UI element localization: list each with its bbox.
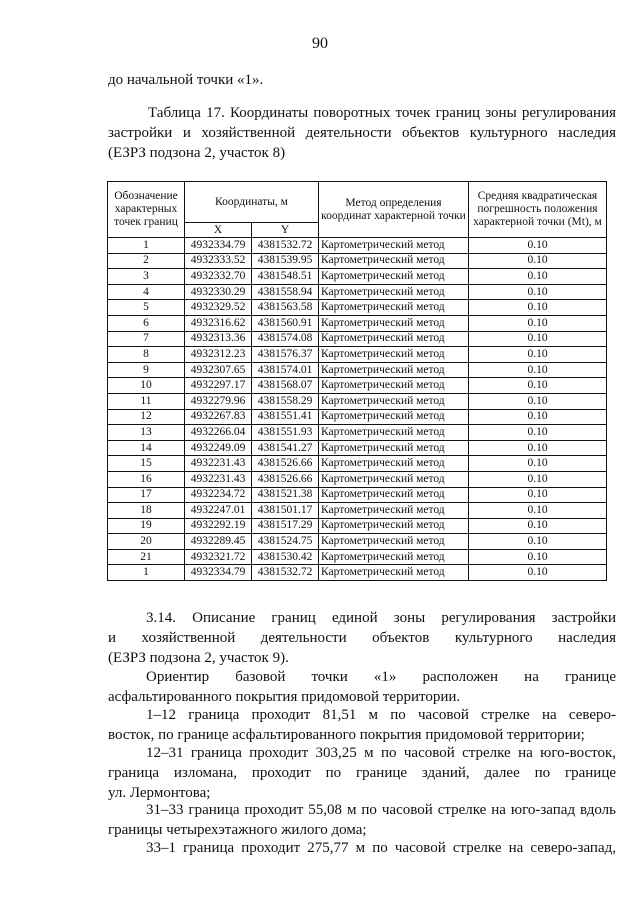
coord-x-cell: 4932316.62 bbox=[185, 315, 252, 331]
point-number-cell: 18 bbox=[108, 503, 185, 519]
paragraph-line: (ЕЗРЗ подзона 2, участок 9). bbox=[108, 650, 289, 666]
table-row bbox=[108, 238, 607, 254]
table-row bbox=[108, 393, 607, 409]
table-row bbox=[108, 440, 607, 456]
header-y: Y bbox=[252, 223, 319, 238]
error-cell: 0.10 bbox=[469, 253, 607, 269]
coord-x-cell: 4932334.79 bbox=[185, 565, 252, 581]
coordinates-table-body bbox=[108, 238, 607, 581]
paragraph-segment-12-31 bbox=[108, 743, 616, 803]
method-cell: Картометрический метод bbox=[319, 534, 469, 550]
paragraph-segment-1-12 bbox=[108, 705, 616, 745]
paragraph-line: Ориентир базовой точки «1» расположен на границе bbox=[146, 669, 616, 685]
table-row bbox=[108, 565, 607, 581]
error-cell: 0.10 bbox=[469, 393, 607, 409]
header-x: X bbox=[185, 223, 252, 238]
error-cell: 0.10 bbox=[469, 534, 607, 550]
method-cell: Картометрический метод bbox=[319, 565, 469, 581]
table-row bbox=[108, 253, 607, 269]
header-error: Средняя квадратическая погрешность положения характерной точки (Mt), м bbox=[469, 182, 607, 238]
paragraph-segment-31-33 bbox=[108, 800, 616, 840]
coord-y-cell: 4381532.72 bbox=[252, 238, 319, 254]
method-cell: Картометрический метод bbox=[319, 300, 469, 316]
coord-y-cell: 4381524.75 bbox=[252, 534, 319, 550]
caption-line: застройки и хозяйственной деятельности объектов культурного наследия bbox=[108, 125, 616, 141]
coord-x-cell: 4932292.19 bbox=[185, 518, 252, 534]
coord-x-cell: 4932267.83 bbox=[185, 409, 252, 425]
coord-x-cell: 4932279.96 bbox=[185, 393, 252, 409]
error-cell: 0.10 bbox=[469, 362, 607, 378]
caption-line: Таблица 17. Координаты поворотных точек границ зоны регулирования bbox=[148, 105, 616, 121]
error-cell: 0.10 bbox=[469, 409, 607, 425]
error-cell: 0.10 bbox=[469, 347, 607, 363]
table-row bbox=[108, 549, 607, 565]
table-row bbox=[108, 347, 607, 363]
point-number-cell: 4 bbox=[108, 284, 185, 300]
coord-y-cell: 4381532.72 bbox=[252, 565, 319, 581]
paragraph-line: 3.14. Описание границ единой зоны регулирования застройки bbox=[146, 610, 616, 626]
coord-y-cell: 4381526.66 bbox=[252, 456, 319, 472]
coord-x-cell: 4932321.72 bbox=[185, 549, 252, 565]
table-row bbox=[108, 471, 607, 487]
table-row bbox=[108, 456, 607, 472]
method-cell: Картометрический метод bbox=[319, 284, 469, 300]
paragraph-line: ул. Лермонтова; bbox=[108, 785, 211, 801]
point-number-cell: 8 bbox=[108, 347, 185, 363]
coord-x-cell: 4932333.52 bbox=[185, 253, 252, 269]
point-number-cell: 3 bbox=[108, 269, 185, 285]
table-row bbox=[108, 534, 607, 550]
point-number-cell: 9 bbox=[108, 362, 185, 378]
method-cell: Картометрический метод bbox=[319, 549, 469, 565]
paragraph-line: асфальтированного покрытия придомовой территории. bbox=[108, 689, 461, 705]
coord-y-cell: 4381574.01 bbox=[252, 362, 319, 378]
error-cell: 0.10 bbox=[469, 565, 607, 581]
method-cell: Картометрический метод bbox=[319, 238, 469, 254]
table-row bbox=[108, 487, 607, 503]
paragraph-line: граница изломана, проходит по границе зданий, далее по границе bbox=[108, 765, 616, 781]
coord-y-cell: 4381526.66 bbox=[252, 471, 319, 487]
table-row bbox=[108, 409, 607, 425]
method-cell: Картометрический метод bbox=[319, 269, 469, 285]
coord-x-cell: 4932313.36 bbox=[185, 331, 252, 347]
method-cell: Картометрический метод bbox=[319, 393, 469, 409]
error-cell: 0.10 bbox=[469, 315, 607, 331]
coord-y-cell: 4381517.29 bbox=[252, 518, 319, 534]
error-cell: 0.10 bbox=[469, 284, 607, 300]
table-row bbox=[108, 503, 607, 519]
error-cell: 0.10 bbox=[469, 269, 607, 285]
method-cell: Картометрический метод bbox=[319, 518, 469, 534]
error-cell: 0.10 bbox=[469, 378, 607, 394]
point-number-cell: 13 bbox=[108, 425, 185, 441]
method-cell: Картометрический метод bbox=[319, 362, 469, 378]
table-row bbox=[108, 378, 607, 394]
paragraph-line: 31–33 граница проходит 55,08 м по часовой стрелке на юго-запад вдоль bbox=[146, 802, 616, 818]
coord-y-cell: 4381568.07 bbox=[252, 378, 319, 394]
method-cell: Картометрический метод bbox=[319, 331, 469, 347]
paragraph-segment-33-1 bbox=[108, 838, 616, 858]
paragraph-line: восток, по границе асфальтированного покрытия придомовой территории; bbox=[108, 727, 585, 743]
coord-x-cell: 4932330.29 bbox=[185, 284, 252, 300]
point-number-cell: 10 bbox=[108, 378, 185, 394]
coord-x-cell: 4932334.79 bbox=[185, 238, 252, 254]
coord-y-cell: 4381539.95 bbox=[252, 253, 319, 269]
coord-y-cell: 4381541.27 bbox=[252, 440, 319, 456]
point-number-cell: 14 bbox=[108, 440, 185, 456]
point-number-cell: 2 bbox=[108, 253, 185, 269]
coord-x-cell: 4932249.09 bbox=[185, 440, 252, 456]
coord-y-cell: 4381563.58 bbox=[252, 300, 319, 316]
point-number-cell: 11 bbox=[108, 393, 185, 409]
point-number-cell: 20 bbox=[108, 534, 185, 550]
method-cell: Картометрический метод bbox=[319, 456, 469, 472]
point-number-cell: 15 bbox=[108, 456, 185, 472]
table-row bbox=[108, 315, 607, 331]
error-cell: 0.10 bbox=[469, 518, 607, 534]
section-heading bbox=[108, 608, 616, 668]
error-cell: 0.10 bbox=[469, 238, 607, 254]
coord-x-cell: 4932332.70 bbox=[185, 269, 252, 285]
point-number-cell: 17 bbox=[108, 487, 185, 503]
coord-x-cell: 4932231.43 bbox=[185, 471, 252, 487]
table-caption bbox=[108, 103, 616, 163]
coord-y-cell: 4381574.08 bbox=[252, 331, 319, 347]
point-number-cell: 16 bbox=[108, 471, 185, 487]
paragraph-orientir bbox=[108, 667, 616, 707]
error-cell: 0.10 bbox=[469, 456, 607, 472]
table-row bbox=[108, 300, 607, 316]
header-coords: Координаты, м bbox=[185, 182, 319, 223]
coord-x-cell: 4932289.45 bbox=[185, 534, 252, 550]
coord-x-cell: 4932329.52 bbox=[185, 300, 252, 316]
coord-y-cell: 4381558.94 bbox=[252, 284, 319, 300]
page-number: 90 bbox=[312, 35, 328, 52]
method-cell: Картометрический метод bbox=[319, 378, 469, 394]
point-number-cell: 21 bbox=[108, 549, 185, 565]
table-row bbox=[108, 425, 607, 441]
paragraph-line: 12–31 граница проходит 303,25 м по часовой стрелке на юго-восток, bbox=[146, 745, 616, 761]
coordinates-table bbox=[107, 181, 607, 581]
method-cell: Картометрический метод bbox=[319, 503, 469, 519]
coord-y-cell: 4381501.17 bbox=[252, 503, 319, 519]
coord-x-cell: 4932307.65 bbox=[185, 362, 252, 378]
paragraph-line: и хозяйственной деятельности объектов культурного наследия bbox=[108, 630, 616, 646]
method-cell: Картометрический метод bbox=[319, 409, 469, 425]
table-row bbox=[108, 362, 607, 378]
method-cell: Картометрический метод bbox=[319, 471, 469, 487]
error-cell: 0.10 bbox=[469, 331, 607, 347]
header-point: Обозначение характерных точек границ bbox=[108, 182, 185, 238]
error-cell: 0.10 bbox=[469, 487, 607, 503]
error-cell: 0.10 bbox=[469, 503, 607, 519]
coord-y-cell: 4381558.29 bbox=[252, 393, 319, 409]
table-row bbox=[108, 518, 607, 534]
paragraph-line: 1–12 граница проходит 81,51 м по часовой стрелке на северо- bbox=[146, 707, 616, 723]
paragraph-line: границы четырехэтажного жилого дома; bbox=[108, 822, 367, 838]
coord-x-cell: 4932266.04 bbox=[185, 425, 252, 441]
coord-x-cell: 4932234.72 bbox=[185, 487, 252, 503]
table-row bbox=[108, 269, 607, 285]
paragraph-line: 33–1 граница проходит 275,77 м по часовой стрелке на северо-запад, bbox=[146, 840, 616, 856]
coord-y-cell: 4381551.93 bbox=[252, 425, 319, 441]
point-number-cell: 1 bbox=[108, 565, 185, 581]
coord-y-cell: 4381530.42 bbox=[252, 549, 319, 565]
error-cell: 0.10 bbox=[469, 471, 607, 487]
error-cell: 0.10 bbox=[469, 549, 607, 565]
error-cell: 0.10 bbox=[469, 300, 607, 316]
point-number-cell: 5 bbox=[108, 300, 185, 316]
coord-y-cell: 4381576.37 bbox=[252, 347, 319, 363]
coord-y-cell: 4381521.38 bbox=[252, 487, 319, 503]
method-cell: Картометрический метод bbox=[319, 347, 469, 363]
method-cell: Картометрический метод bbox=[319, 425, 469, 441]
method-cell: Картометрический метод bbox=[319, 253, 469, 269]
coord-x-cell: 4932297.17 bbox=[185, 378, 252, 394]
coord-x-cell: 4932247.01 bbox=[185, 503, 252, 519]
table-row bbox=[108, 284, 607, 300]
point-number-cell: 6 bbox=[108, 315, 185, 331]
header-method: Метод определения координат характерной точки bbox=[319, 182, 469, 238]
table-row bbox=[108, 331, 607, 347]
coord-y-cell: 4381548.51 bbox=[252, 269, 319, 285]
error-cell: 0.10 bbox=[469, 440, 607, 456]
point-number-cell: 12 bbox=[108, 409, 185, 425]
intro-line: до начальной точки «1». bbox=[108, 72, 264, 88]
point-number-cell: 1 bbox=[108, 238, 185, 254]
caption-line: (ЕЗРЗ подзона 2, участок 8) bbox=[108, 145, 286, 161]
coord-y-cell: 4381560.91 bbox=[252, 315, 319, 331]
method-cell: Картометрический метод bbox=[319, 440, 469, 456]
error-cell: 0.10 bbox=[469, 425, 607, 441]
point-number-cell: 7 bbox=[108, 331, 185, 347]
coord-y-cell: 4381551.41 bbox=[252, 409, 319, 425]
point-number-cell: 19 bbox=[108, 518, 185, 534]
method-cell: Картометрический метод bbox=[319, 315, 469, 331]
method-cell: Картометрический метод bbox=[319, 487, 469, 503]
coord-x-cell: 4932312.23 bbox=[185, 347, 252, 363]
coord-x-cell: 4932231.43 bbox=[185, 456, 252, 472]
